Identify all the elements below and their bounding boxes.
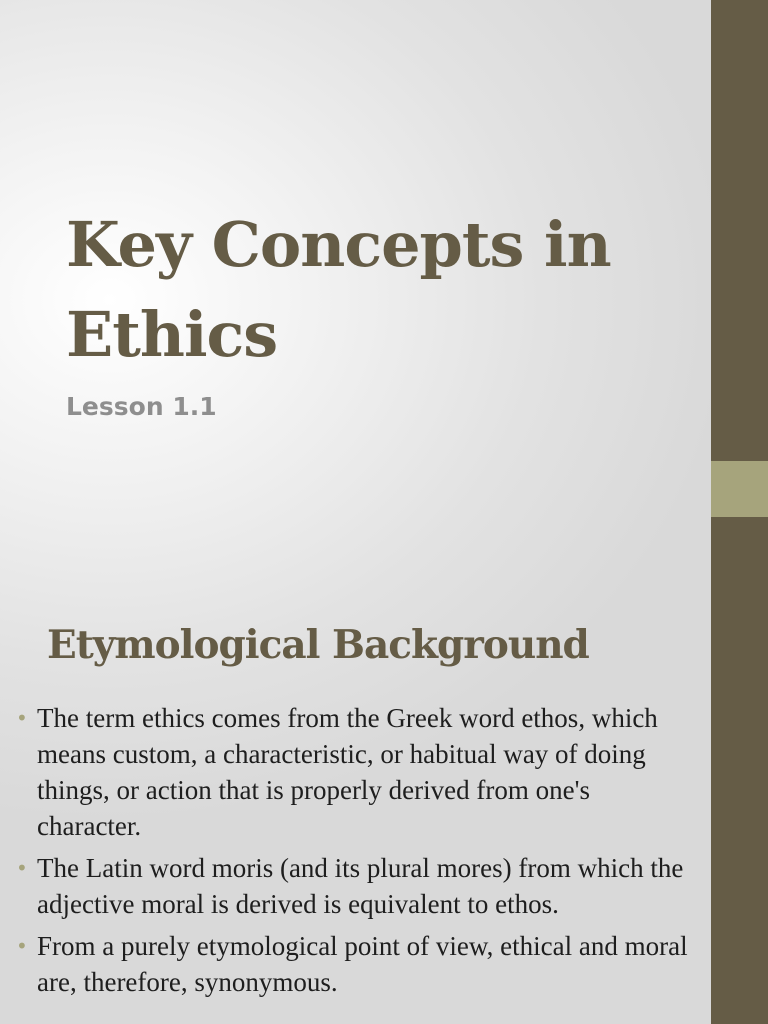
bullet-dot-icon: •	[16, 706, 28, 730]
section-heading: Etymological Background	[47, 622, 589, 668]
slide-subtitle: Lesson 1.1	[66, 392, 217, 421]
bullet-text: From a purely etymological point of view, ethical and moral are, therefore, synonymous.	[37, 931, 688, 997]
bullet-item	[16, 850, 696, 922]
bullet-text: The Latin word moris (and its plural mores) from which the adjective moral is derived is equivalent to ethos.	[37, 853, 684, 919]
bullet-dot-icon: •	[16, 856, 28, 880]
bullet-item	[16, 700, 696, 844]
bullet-dot-icon: •	[16, 934, 28, 958]
side-accent-block	[711, 461, 768, 517]
bullet-item	[16, 928, 696, 1000]
bullet-text: The term ethics comes from the Greek word ethos, which means custom, a characteristic, or habitual way of doing things, or action that is properly derived from one's character.	[37, 703, 658, 841]
bullet-list	[16, 700, 696, 1006]
slide-title: Key Concepts in Ethics	[66, 208, 611, 371]
